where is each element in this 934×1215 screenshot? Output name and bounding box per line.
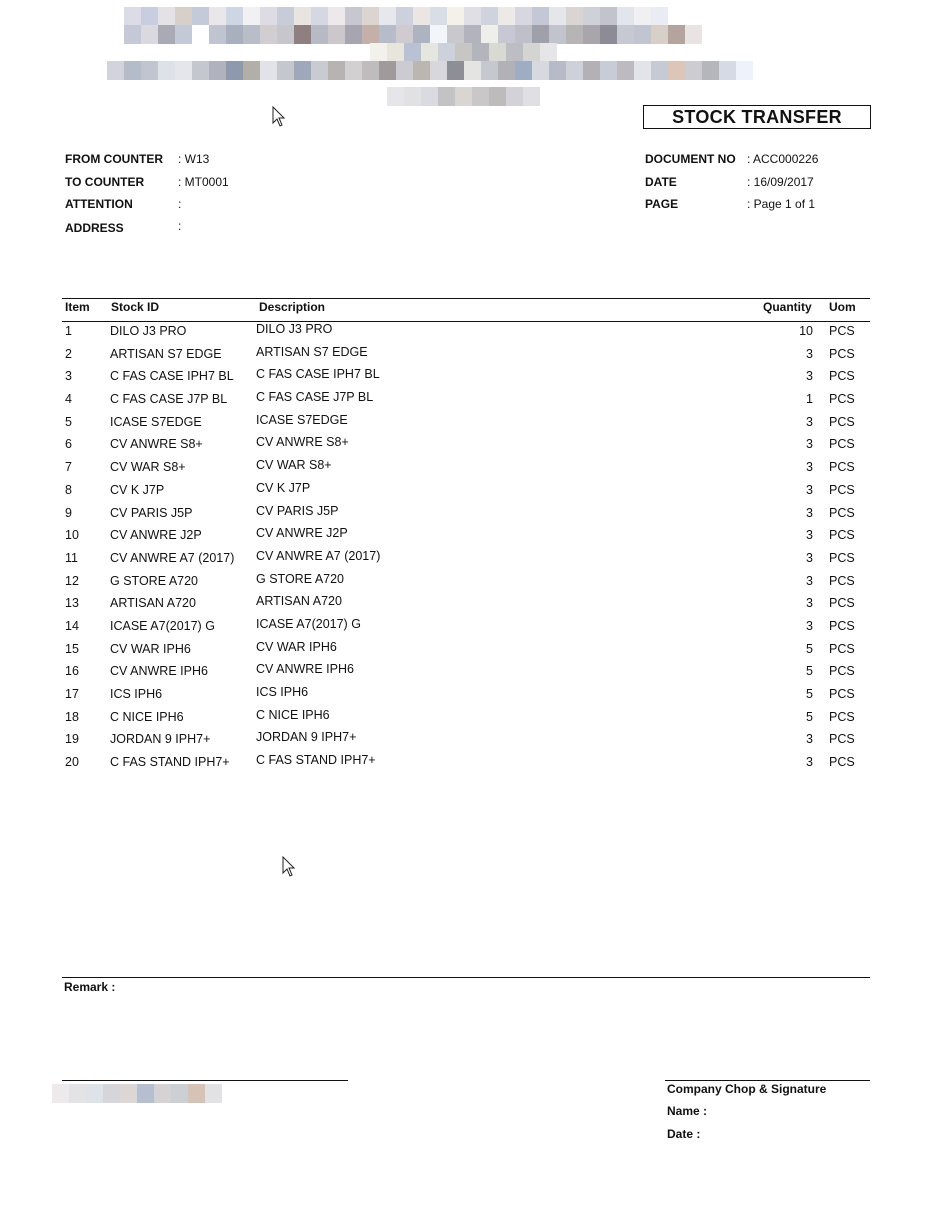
cell-item: 2 (65, 346, 72, 361)
cell-stock-id: CV ANWRE IPH6 (110, 664, 208, 679)
cell-stock-id: ICASE S7EDGE (110, 414, 202, 429)
cell-stock-id: CV ANWRE J2P (110, 528, 202, 543)
redacted-line (107, 61, 753, 80)
table-row (0, 683, 934, 706)
address-value: : (178, 219, 182, 233)
cell-stock-id: C FAS STAND IPH7+ (110, 755, 230, 770)
cell-quantity: 1 (806, 392, 813, 407)
cell-quantity: 5 (806, 709, 813, 724)
table-row (0, 343, 934, 366)
cell-stock-id: ARTISAN S7 EDGE (110, 346, 222, 361)
cell-description: ICASE A7(2017) G (256, 616, 361, 631)
cell-description: CV ANWRE J2P (256, 526, 348, 541)
cell-quantity: 3 (806, 618, 813, 633)
cell-item: 14 (65, 618, 79, 633)
cell-item: 8 (65, 482, 72, 497)
to-counter-label: TO COUNTER (65, 175, 145, 189)
table-row (0, 479, 934, 502)
attention-value: : (178, 197, 182, 211)
cell-stock-id: C NICE IPH6 (110, 709, 184, 724)
cell-stock-id: C FAS CASE J7P BL (110, 392, 228, 407)
table-row (0, 547, 934, 570)
cell-stock-id: CV ANWRE S8+ (110, 437, 203, 452)
cell-quantity: 10 (799, 324, 813, 338)
stock-table-body (0, 320, 934, 774)
cell-uom: PCS (829, 755, 855, 770)
page-value: : Page 1 of 1 (747, 197, 816, 211)
cell-uom: PCS (829, 573, 855, 588)
redacted-line (124, 7, 668, 26)
redacted-line (387, 87, 540, 106)
cell-stock-id: CV K J7P (110, 482, 165, 497)
cell-item: 6 (65, 437, 72, 452)
table-row (0, 456, 934, 479)
from-counter-value: : W13 (178, 152, 210, 166)
cell-description: CV ANWRE S8+ (256, 435, 349, 450)
cell-item: 9 (65, 505, 72, 520)
cell-uom: PCS (829, 324, 855, 338)
cell-quantity: 3 (806, 437, 813, 452)
table-row (0, 660, 934, 683)
receiver-signature-line (665, 1080, 870, 1081)
cell-description: CV WAR IPH6 (256, 639, 337, 654)
cell-stock-id: CV PARIS J5P (110, 505, 193, 520)
to-counter-value: : MT0001 (178, 175, 229, 189)
cell-description: ICASE S7EDGE (256, 412, 348, 427)
column-header-stock-id: Stock ID (111, 300, 160, 314)
cell-uom: PCS (829, 687, 855, 701)
issuer-signature-line (62, 1080, 348, 1081)
cell-description: G STORE A720 (256, 571, 345, 586)
redacted-line (124, 25, 702, 44)
cell-quantity: 3 (806, 505, 813, 520)
address-label: ADDRESS (65, 221, 124, 235)
cell-description: C FAS CASE IPH7 BL (256, 367, 380, 382)
cell-description: ARTISAN S7 EDGE (256, 344, 368, 359)
mouse-pointer-icon (272, 106, 288, 128)
signature-date-label: Date : (667, 1127, 701, 1141)
cell-uom: PCS (829, 664, 855, 679)
page-label: PAGE (645, 197, 679, 211)
cell-stock-id: CV WAR IPH6 (110, 641, 191, 656)
cell-description: C FAS STAND IPH7+ (256, 753, 376, 768)
from-counter-label: FROM COUNTER (65, 152, 163, 166)
company-chop-signature-label: Company Chop & Signature (667, 1082, 827, 1096)
cell-item: 20 (65, 755, 79, 770)
date-label: DATE (645, 175, 677, 189)
table-row (0, 638, 934, 661)
cell-item: 15 (65, 641, 79, 656)
cell-quantity: 3 (806, 460, 813, 475)
cell-uom: PCS (829, 392, 855, 407)
cell-quantity: 5 (806, 687, 813, 701)
mouse-pointer-icon (282, 856, 298, 878)
cell-stock-id: ARTISAN A720 (110, 596, 196, 611)
cell-quantity: 5 (806, 641, 813, 656)
cell-uom: PCS (829, 482, 855, 497)
table-row (0, 615, 934, 638)
redacted-line (370, 43, 557, 62)
cell-quantity: 3 (806, 732, 813, 747)
cell-uom: PCS (829, 732, 855, 747)
cell-description: C FAS CASE J7P BL (256, 390, 374, 405)
cell-item: 19 (65, 732, 79, 747)
cell-uom: PCS (829, 618, 855, 633)
cell-description: CV ANWRE IPH6 (256, 662, 354, 677)
cell-item: 11 (65, 550, 78, 565)
cell-description: ICS IPH6 (256, 685, 309, 699)
table-row (0, 592, 934, 615)
cell-description: CV PARIS J5P (256, 503, 339, 518)
table-row (0, 502, 934, 525)
remark-label: Remark : (64, 980, 116, 994)
cell-stock-id: G STORE A720 (110, 573, 199, 588)
table-top-rule (62, 298, 870, 299)
cell-quantity: 3 (806, 414, 813, 429)
name-label: Name : (667, 1104, 708, 1118)
cell-quantity: 3 (806, 528, 813, 543)
cell-item: 12 (65, 573, 79, 588)
cell-uom: PCS (829, 437, 855, 452)
cell-item: 4 (65, 392, 72, 407)
cell-uom: PCS (829, 346, 855, 361)
cell-uom: PCS (829, 414, 855, 429)
cell-quantity: 3 (806, 369, 813, 384)
table-row (0, 433, 934, 456)
cell-stock-id: C FAS CASE IPH7 BL (110, 369, 234, 384)
cell-quantity: 5 (806, 664, 813, 679)
document-no-value: : ACC000226 (747, 152, 819, 166)
cell-uom: PCS (829, 369, 855, 384)
column-header-uom: Uom (829, 300, 856, 314)
cell-item: 18 (65, 709, 79, 724)
column-header-quantity: Quantity (763, 300, 812, 314)
cell-stock-id: JORDAN 9 IPH7+ (110, 732, 211, 747)
cell-stock-id: CV WAR S8+ (110, 460, 186, 475)
table-row (0, 411, 934, 434)
document-title: STOCK TRANSFER (643, 105, 871, 129)
cell-uom: PCS (829, 460, 855, 475)
cell-quantity: 3 (806, 550, 813, 565)
cell-stock-id: DILO J3 PRO (110, 324, 187, 338)
cell-item: 17 (65, 687, 79, 701)
table-row (0, 524, 934, 547)
cell-uom: PCS (829, 550, 855, 565)
table-row (0, 706, 934, 729)
cell-description: JORDAN 9 IPH7+ (256, 730, 357, 745)
cell-item: 16 (65, 664, 79, 679)
cell-description: C NICE IPH6 (256, 707, 330, 722)
cell-quantity: 3 (806, 573, 813, 588)
remark-rule (62, 977, 870, 978)
cell-description: CV ANWRE A7 (2017) (256, 548, 381, 563)
cell-item: 5 (65, 414, 72, 429)
cell-quantity: 3 (806, 596, 813, 611)
table-row (0, 570, 934, 593)
date-value: : 16/09/2017 (747, 175, 814, 189)
cell-quantity: 3 (806, 755, 813, 770)
cell-uom: PCS (829, 709, 855, 724)
cell-item: 1 (65, 324, 72, 338)
cell-description: DILO J3 PRO (256, 322, 333, 336)
cell-item: 7 (65, 460, 72, 475)
document-no-label: DOCUMENT NO (645, 152, 736, 166)
column-header-description: Description (259, 300, 326, 314)
attention-label: ATTENTION (65, 197, 133, 211)
cell-item: 13 (65, 596, 79, 611)
cell-uom: PCS (829, 596, 855, 611)
cell-quantity: 3 (806, 346, 813, 361)
column-header-item: Item (65, 300, 90, 314)
redacted-signatory (52, 1084, 222, 1103)
table-row (0, 751, 934, 774)
cell-description: CV WAR S8+ (256, 458, 332, 473)
cell-stock-id: ICS IPH6 (110, 687, 163, 701)
table-row (0, 388, 934, 411)
cell-description: CV K J7P (256, 480, 311, 495)
cell-uom: PCS (829, 528, 855, 543)
cell-description: ARTISAN A720 (256, 594, 342, 609)
cell-quantity: 3 (806, 482, 813, 497)
cell-item: 10 (65, 528, 79, 543)
table-row (0, 320, 934, 343)
table-row (0, 365, 934, 388)
cell-stock-id: ICASE A7(2017) G (110, 618, 215, 633)
cell-uom: PCS (829, 641, 855, 656)
cell-item: 3 (65, 369, 72, 384)
cell-uom: PCS (829, 505, 855, 520)
cell-stock-id: CV ANWRE A7 (2017) (110, 550, 235, 565)
table-row (0, 728, 934, 751)
